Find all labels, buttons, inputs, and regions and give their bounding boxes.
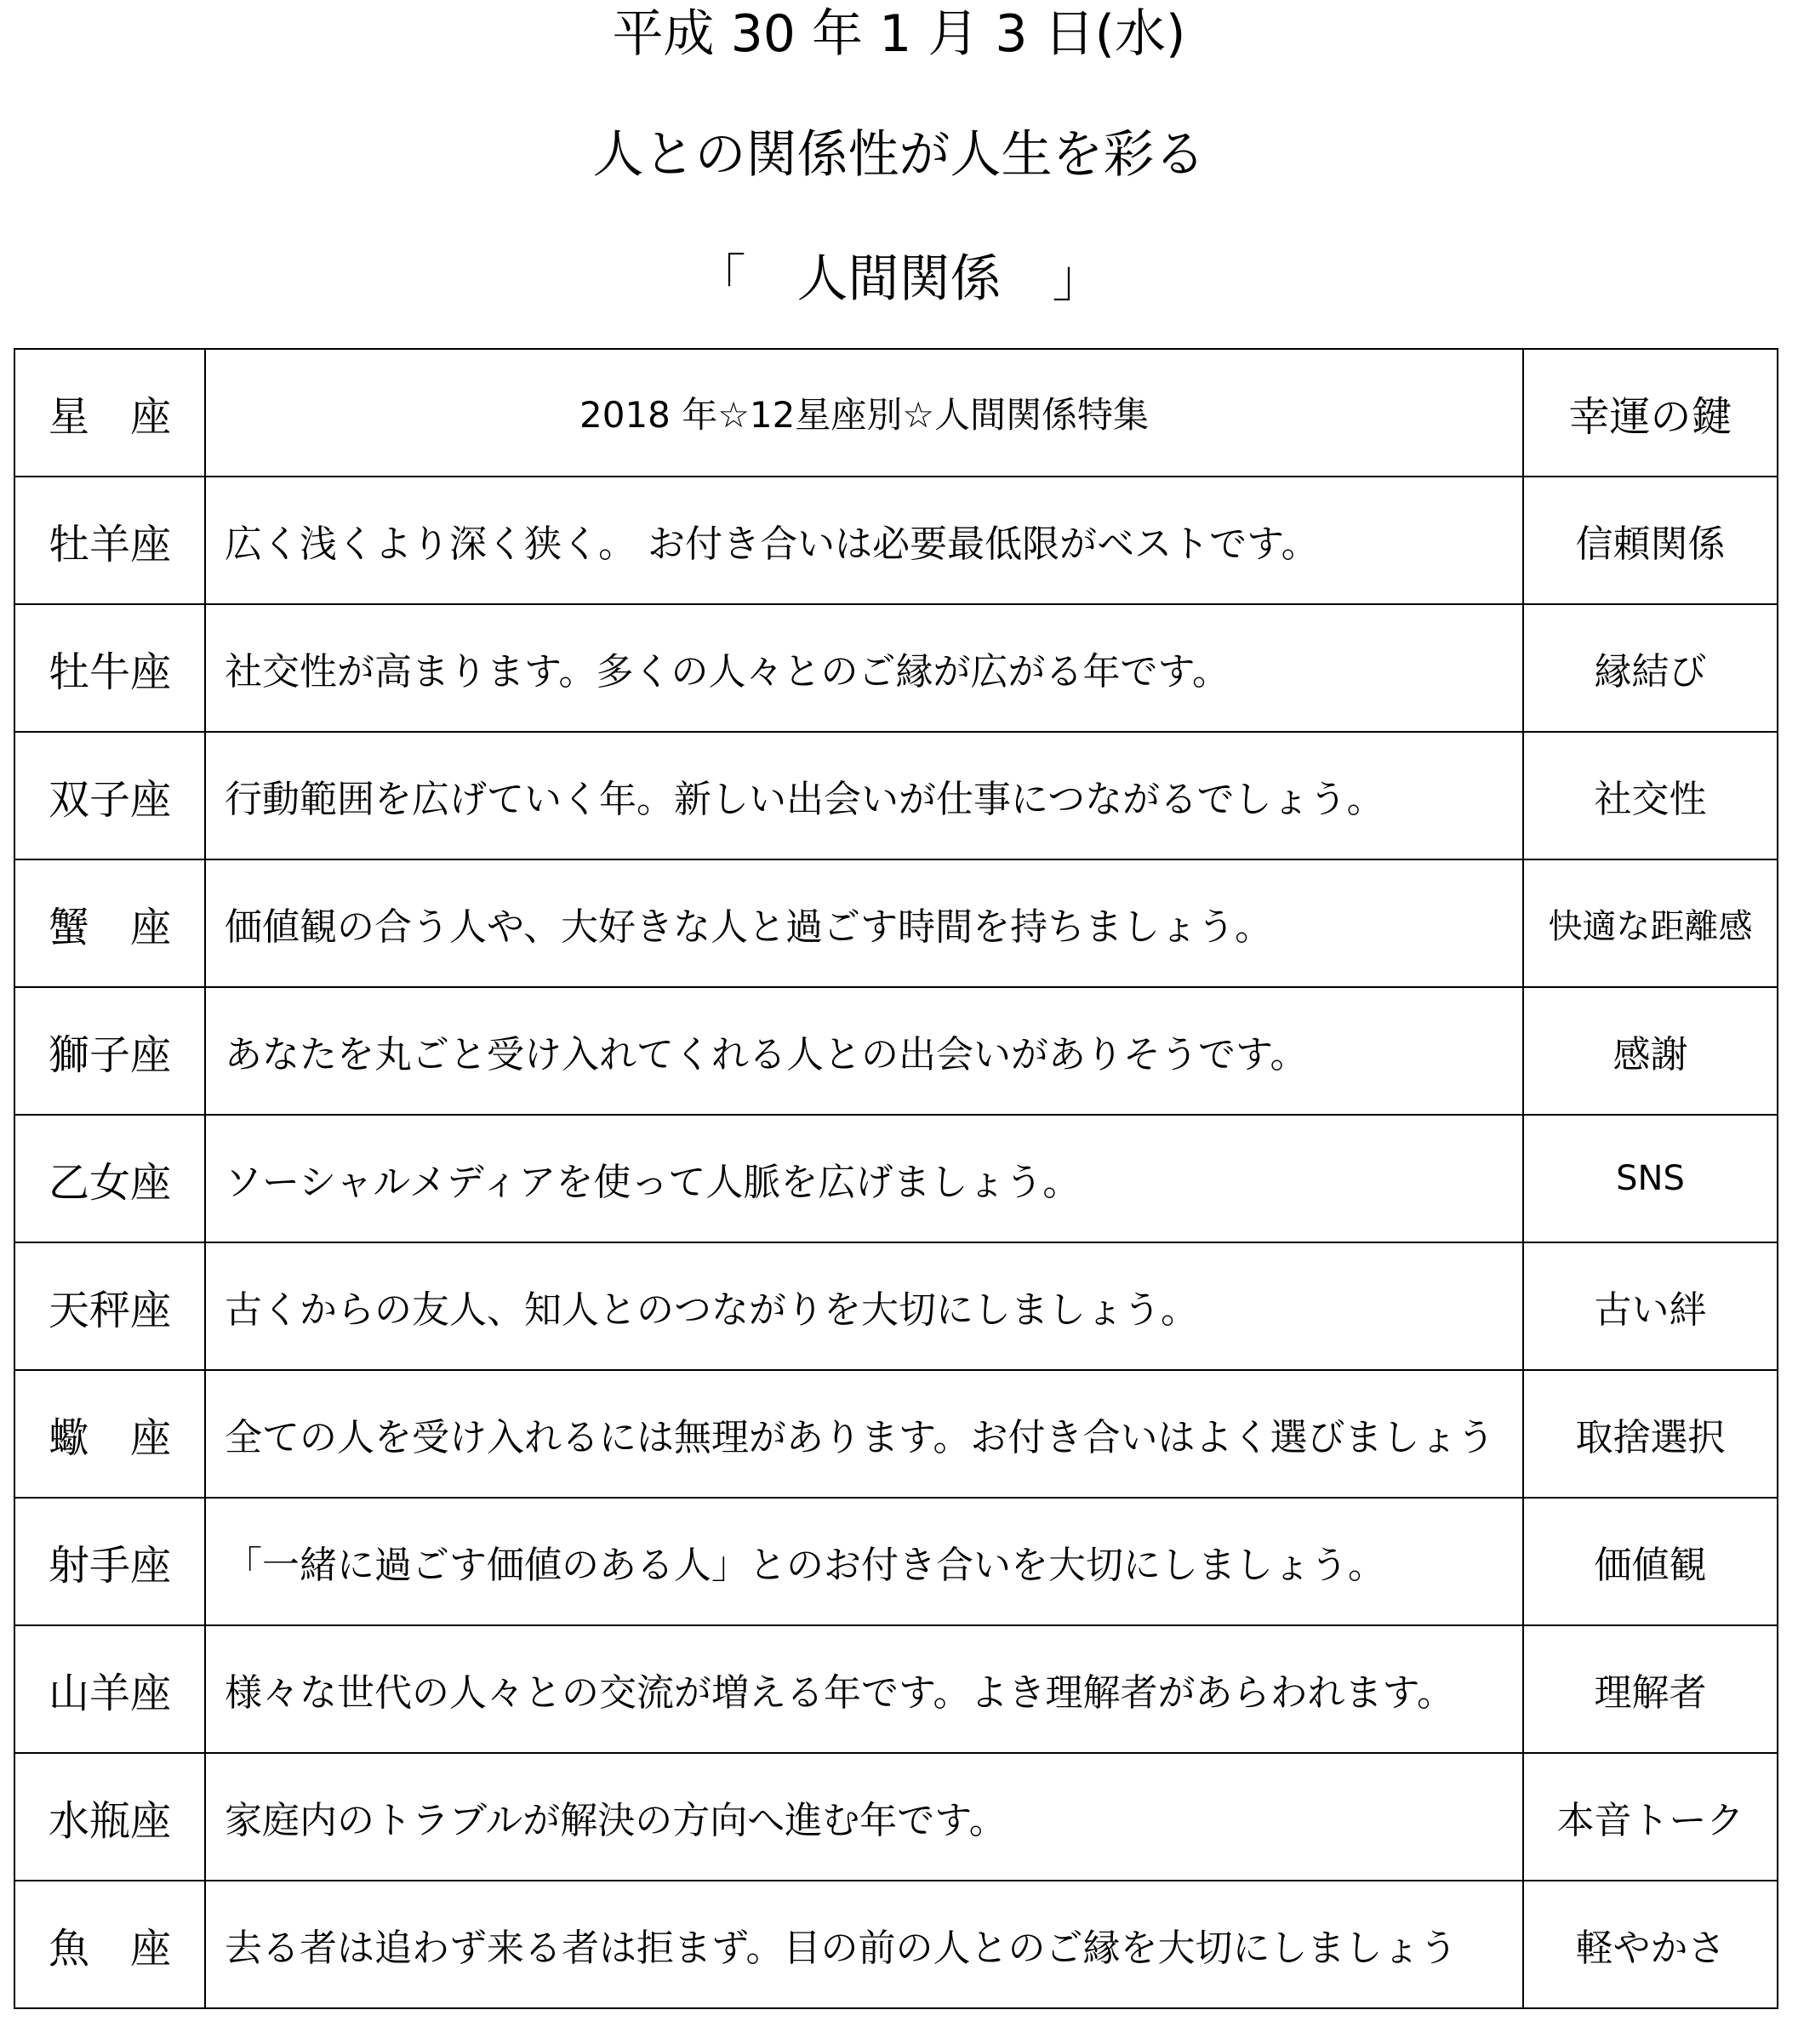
- row-message: 全ての人を受け入れるには無理があります。お付き合いはよく選びましょう: [205, 1370, 1523, 1498]
- row-message: ソーシャルメディアを使って人脈を広げましょう。: [205, 1115, 1523, 1242]
- row-message: 古くからの友人、知人とのつながりを大切にしましょう。: [205, 1242, 1523, 1370]
- row-message: 「一緒に過ごす価値のある人」とのお付き合いを大切にしましょう。: [205, 1498, 1523, 1625]
- row-message: 様々な世代の人々との交流が増える年です。よき理解者があらわれます。: [205, 1625, 1523, 1753]
- row-lucky-key: 理解者: [1523, 1625, 1778, 1753]
- row-lucky-key: 感謝: [1523, 987, 1778, 1115]
- table-row: [14, 1625, 1778, 1753]
- row-message: 価値観の合う人や、大好きな人と過ごす時間を持ちましょう。: [205, 859, 1523, 987]
- header-feature: 2018 年☆12星座別☆人間関係特集: [205, 349, 1523, 477]
- table-row: [14, 1370, 1778, 1498]
- row-sign: 射手座: [14, 1498, 205, 1625]
- row-message: 広く浅くより深く狭く。 お付き合いは必要最低限がベストです。: [205, 477, 1523, 604]
- row-lucky-key: 価値観: [1523, 1498, 1778, 1625]
- table-row: [14, 732, 1778, 859]
- table-row: [14, 1881, 1778, 2008]
- row-sign: 蟹 座: [14, 859, 205, 987]
- row-lucky-key: 社交性: [1523, 732, 1778, 859]
- header-sign: 星 座: [14, 349, 205, 477]
- row-message: 社交性が高まります。多くの人々とのご縁が広がる年です。: [205, 604, 1523, 732]
- table-row: [14, 604, 1778, 732]
- row-sign: 双子座: [14, 732, 205, 859]
- document-subtitle: 人との関係性が人生を彩る: [592, 125, 1206, 185]
- row-message: 行動範囲を広げていく年。新しい出会いが仕事につながるでしょう。: [205, 732, 1523, 859]
- row-lucky-key: SNS: [1523, 1115, 1778, 1242]
- header-lucky-key: 幸運の鍵: [1523, 349, 1778, 477]
- row-message: 去る者は追わず来る者は拒まず。目の前の人とのご縁を大切にしましょう: [205, 1881, 1523, 2008]
- document-theme-title: 「 人間関係 」: [694, 249, 1104, 309]
- row-sign: 牡羊座: [14, 477, 205, 604]
- table-row: [14, 1753, 1778, 1881]
- row-sign: 乙女座: [14, 1115, 205, 1242]
- table-row: [14, 1115, 1778, 1242]
- document-date: 平成 30 年 1 月 3 日(水): [612, 4, 1186, 64]
- row-lucky-key: 軽やかさ: [1523, 1881, 1778, 2008]
- table-header-row: [14, 349, 1778, 477]
- table-row: [14, 859, 1778, 987]
- row-sign: 魚 座: [14, 1881, 205, 2008]
- row-sign: 水瓶座: [14, 1753, 205, 1881]
- table-row: [14, 1498, 1778, 1625]
- row-message: 家庭内のトラブルが解決の方向へ進む年です。: [205, 1753, 1523, 1881]
- row-lucky-key: 古い絆: [1523, 1242, 1778, 1370]
- row-sign: 獅子座: [14, 987, 205, 1115]
- row-message: あなたを丸ごと受け入れてくれる人との出会いがありそうです。: [205, 987, 1523, 1115]
- row-lucky-key: 縁結び: [1523, 604, 1778, 732]
- horoscope-table: [14, 348, 1778, 2009]
- row-lucky-key: 信頼関係: [1523, 477, 1778, 604]
- row-lucky-key: 取捨選択: [1523, 1370, 1778, 1498]
- table-row: [14, 477, 1778, 604]
- table-row: [14, 1242, 1778, 1370]
- row-sign: 山羊座: [14, 1625, 205, 1753]
- row-sign: 牡牛座: [14, 604, 205, 732]
- row-lucky-key: 快適な距離感: [1523, 859, 1778, 987]
- row-sign: 蠍 座: [14, 1370, 205, 1498]
- row-sign: 天秤座: [14, 1242, 205, 1370]
- table-row: [14, 987, 1778, 1115]
- row-lucky-key: 本音トーク: [1523, 1753, 1778, 1881]
